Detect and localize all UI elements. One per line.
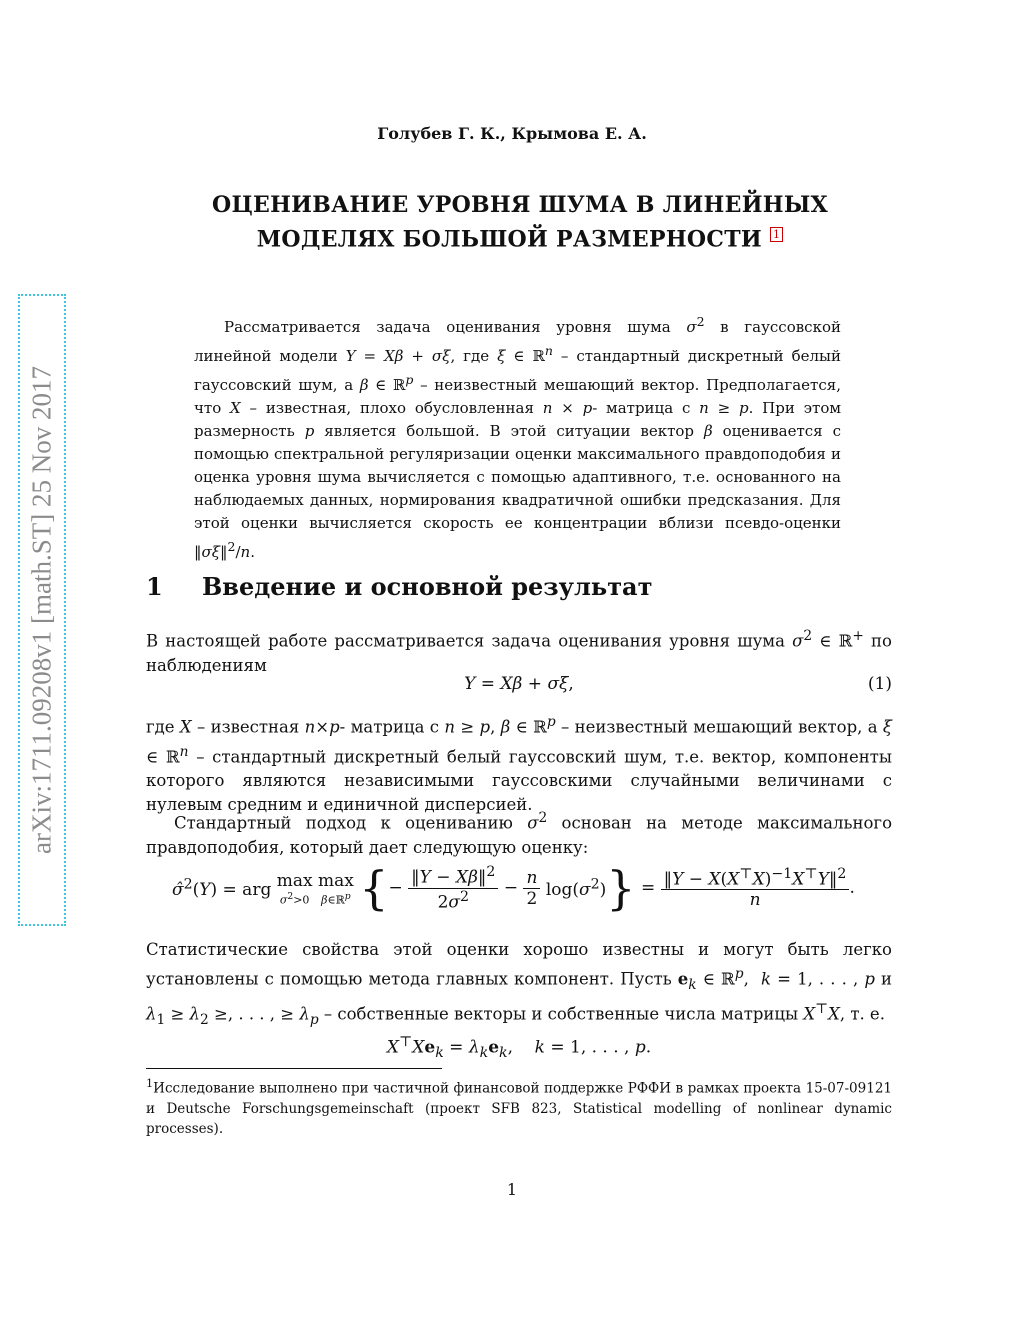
page-number: 1 bbox=[506, 1180, 518, 1199]
footnote-rule bbox=[146, 1068, 442, 1069]
arxiv-stamp bbox=[18, 294, 66, 926]
paper-title bbox=[150, 190, 890, 254]
footnote-mark: 1 bbox=[146, 1077, 154, 1090]
abstract-text: Рассматривается задача оценивания уровня шума $\sigma^2$ в гауссовской линейной модели Y = Xβ + σξ, где ξ ∈ ℝ$^n$ – стандартный дискретный белый гауссовский шум, а β ∈ ℝ$^p$ – неизвестный мешающий вектор. Предполагается, что X – известная, плохо обусловленная n × p- матрица с n ≥ p. При этом размерность p является большой. В этой ситуации вектор β оценивается с помощью спектральной регуляризации оценки максимального правдоподобия и оценка уровня шума вычисляется с помощью адаптивного, т.е. основанного на наблюдаемых данных, нормирования квадратичной ошибки предсказания. Для этой оценки вычисляется скорость ее концентрации вблизи псевдо-оценки ‖σξ‖$^2$/n. bbox=[194, 314, 842, 561]
ml-estimate-formula: σ̂$^2$(Y) = arg max $\sigma^2>0$ max β∈ℝ$^p$ {− $\frac{‖Y - X\beta‖^2}{2\sigma^2}$ − $\frac{n}{2}$ $\log(\sigma^2)$} = $\frac{‖Y - X(X^⊤X)^{-1}X^⊤Y‖^2}{n}$ . bbox=[172, 861, 855, 916]
section-heading bbox=[146, 572, 652, 601]
paragraph-1: В настоящей работе рассматривается задача оценивания уровня шума $\sigma^2$ ∈ ℝ+ по наблюдениям bbox=[146, 628, 892, 675]
title-footnote-link[interactable]: 1 bbox=[770, 227, 783, 242]
authors: Голубев Г. К., Крымова Е. А. bbox=[377, 124, 647, 143]
eigen-equation: $X^⊤Xe_k = \lambda_ke_k$, k = 1, . . . , p. bbox=[386, 1034, 652, 1062]
title-line-2-text: МОДЕЛЯХ БОЛЬШОЙ РАЗМЕРНОСТИ bbox=[256, 226, 762, 253]
title-line-2 bbox=[150, 220, 890, 254]
equation-1-body: Y = Xβ + σξ, bbox=[464, 674, 574, 694]
equation-1-number: (1) bbox=[867, 674, 892, 694]
abstract bbox=[194, 310, 841, 564]
paragraph-4: Статистические свойства этой оценки хорошо известны и могут быть легко установлены с помощью метода главных компонент. Пусть $e_k$ ∈ ℝ$^p$, k = 1, . . . , p и $\lambda_1 \ge \lambda_2$ ≥, . . . , ≥ $\lambda_p$ – собственные векторы и собственные числа матрицы X⊤X, т. е. bbox=[146, 940, 892, 1028]
title-line-1: ОЦЕНИВАНИЕ УРОВНЯ ШУМА В ЛИНЕЙНЫХ bbox=[212, 192, 828, 218]
footnote bbox=[146, 1074, 892, 1139]
footnote-text: Исследование выполнено при частичной финансовой поддержке РФФИ в рамках проекта 15-07-09121 и Deutsche Forschungsgemeinschaft (проект SFB 823, Statistical modelling of nonlinear dynamic processes). bbox=[146, 1080, 892, 1137]
paragraph-2: где X – известная n×p- матрица с n ≥ p, β ∈ ℝ$^p$ – неизвестный мешающий вектор, а ξ ∈ ℝ$^n$ – стандартный дискретный белый гауссовский шум, т.е. вектор, компоненты которого являются независимыми гауссовскими случайными величинами с нулевым средним и единичной дисперсией. bbox=[146, 714, 893, 814]
section-title: Введение и основной результат bbox=[202, 572, 653, 601]
paragraph-3: Стандартный подход к оцениванию $\sigma^2$ основан на методе максимального правдоподобия, который дает следующую оценку: bbox=[146, 810, 892, 857]
arxiv-stamp-text: arXiv:1711.09208v1 [math.ST] 25 Nov 2017 bbox=[26, 366, 57, 854]
section-number: 1 bbox=[146, 572, 163, 601]
